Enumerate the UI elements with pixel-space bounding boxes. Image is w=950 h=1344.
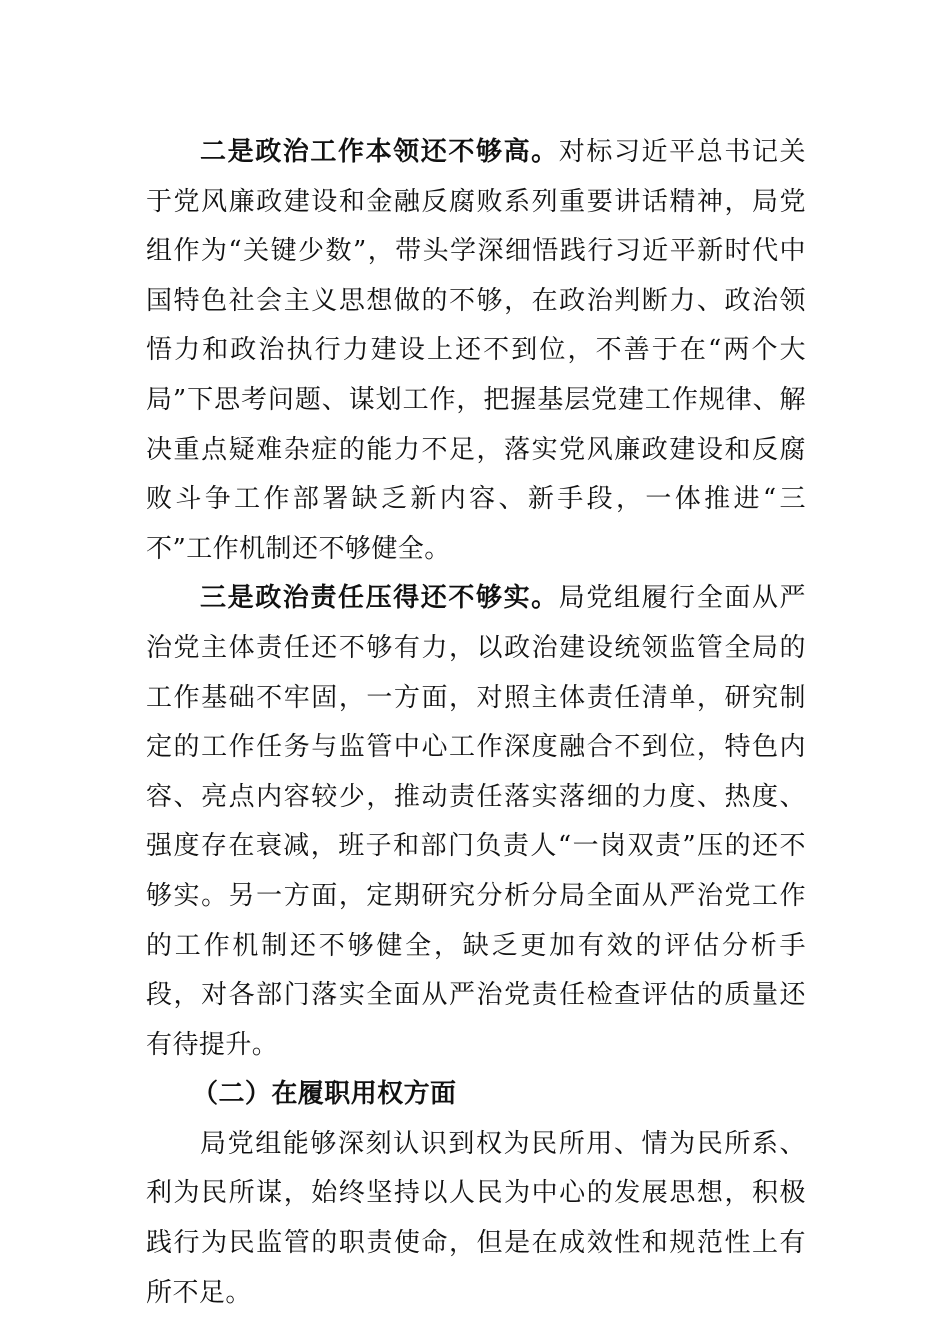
paragraph-body: 对标习近平总书记关于党风廉政建设和金融反腐败系列重要讲话精神，局党组作为“关键少数”，带头学深细悟践行习近平新时代中国特色社会主义思想做的不够，在政治判断力、政治领悟力和政治执行力建设上还不到位，不善于在“两个大局”下思考问题、谋划工作，把握基层党建工作规律、解决重点疑难杂症的能力不足，落实党风廉政建设和反腐败斗争工作部署缺乏新内容、新手段，一体推进“三不”工作机制还不够健全。 [146,137,806,564]
paragraph-body: 局党组履行全面从严治党主体责任还不够有力，以政治建设统领监管全局的工作基础不牢固，一方面，对照主体责任清单，研究制定的工作任务与监管中心工作深度融合不到位，特色内容、亮点内容较少，推动责任落实落细的力度、热度、强度存在衰减，班子和部门负责人“一岗双责”压的还不够实。另一方面，定期研究分析分局全面从严治党工作的工作机制还不够健全，缺乏更加有效的评估分析手段，对各部门落实全面从严治党责任检查评估的质量还有待提升。 [146,583,806,1060]
paragraph-lead: 二是政治工作本领还不够高。 [200,137,559,167]
document-page [146,128,806,1318]
paragraph-political-ability [146,128,806,574]
paragraph-lead: 三是政治责任压得还不够实。 [200,583,559,614]
section-heading: （二）在履职用权方面 [192,1079,457,1110]
section-paragraph: 局党组能够深刻认识到权为民所用、情为民所系、利为民所谋，始终坚持以人民为中心的发展思想，积极践行为民监管的职责使命，但是在成效性和规范性上有所不足。 [146,1128,806,1308]
paragraph-political-responsibility [146,574,806,1070]
